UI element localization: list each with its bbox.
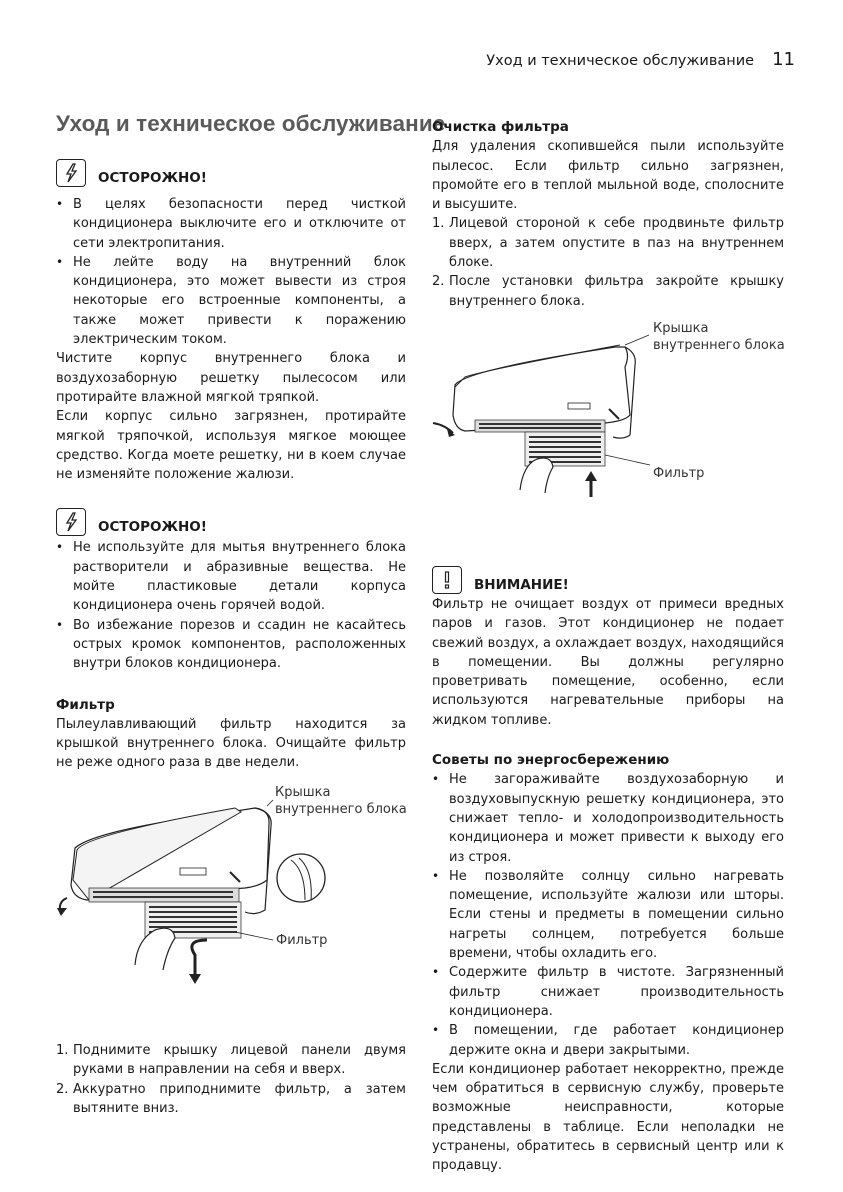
step-number: 2. <box>56 1081 69 1097</box>
list-item: • Не загораживайте воздухозаборную и воздуховыпускную решетку кондиционера, это снижает тепло- и холодопроизводительность кондиционера и может привести к выходу его из строя. <box>432 770 784 866</box>
step-item <box>56 1080 406 1119</box>
attention-paragraph: Фильтр не очищает воздух от примеси вредных паров и газов. Этот кондиционер не подает свежий воздух, а охлаждает воздух, находящийся в помещении. Вы должны регулярно проветривать помещение, особенно, если используются нагревательные приборы на жидком топливе. <box>432 597 784 728</box>
care-paragraph-1: Чистите корпус внутреннего блока и воздухозаборную решетку пылесосом или протирайте влажной мягкой тряпкой. <box>56 351 406 405</box>
filter-cleaning-heading: Очистка фильтра <box>432 119 569 135</box>
page-number: 11 <box>772 49 795 70</box>
filter-paragraph: Пылеулавливающий фильтр находится за крышкой внутреннего блока. Очищайте фильтр не реже одного раза в две недели. <box>56 716 406 771</box>
warning-header-2 <box>56 504 406 536</box>
attention-label: ВНИМАНИЕ! <box>474 577 569 593</box>
cover-label-line-2: внутреннего блока <box>653 338 785 353</box>
step-number: 1. <box>56 1043 69 1058</box>
step-number: 2. <box>432 274 445 290</box>
filter-install-illustration <box>425 325 655 500</box>
filter-label: Фильтр <box>276 933 328 948</box>
filter-removal-illustration <box>55 790 405 990</box>
running-title: Уход и техническое обслуживание <box>486 53 755 69</box>
filter-cleaning-paragraph: Для удаления скопившейся пыли используйте пылесос. Если фильтр сильно загрязнен, промойте его в теплой мыльной воде, сполосните и высушите. <box>432 139 784 213</box>
warning-list-2 <box>56 538 406 673</box>
step-text: Аккуратно приподнимите фильтр, а затем вытяните вниз. <box>73 1081 406 1116</box>
step-item <box>432 214 784 272</box>
cover-label-line-1: Крышка <box>653 321 709 336</box>
warning-label: ОСТОРОЖНО! <box>98 519 207 536</box>
list-item: • В целях безопасности перед чисткой кондиционера выключите его и отключите от сети электропитания. <box>56 195 406 253</box>
list-item: • Не используйте для мытья внутреннего блока растворители и абразивные вещества. Не мойте пластиковые детали корпуса кондиционера очень горячей водой. <box>56 538 406 615</box>
warning-header-1 <box>56 155 406 187</box>
left-column <box>56 155 406 773</box>
energy-tips-heading: Советы по энергосбережению <box>432 752 670 769</box>
list-item: • Во избежание порезов и ссадин не касайтесь острых кромок компонентов, расположенных внутри блоков кондиционера. <box>56 616 406 674</box>
exclamation-icon <box>432 566 462 594</box>
warning-icon <box>56 508 86 536</box>
right-column <box>432 118 784 311</box>
section-title: Уход и техническое обслуживание <box>56 111 446 136</box>
step-text: Лицевой стороной к себе продвиньте фильтр вверх, а затем опустите в паз на внутреннем блоке. <box>449 216 784 271</box>
step-item <box>432 272 784 311</box>
list-item: • Не позволяйте солнцу сильно нагревать помещение, используйте жалюзи или шторы. Если стены и предметы в помещении сильно нагреты солнцем, потребуется больше времени, чтобы охладить его. <box>432 867 784 963</box>
page-header <box>486 49 795 77</box>
step-text: После установки фильтра закройте крышку внутреннего блока. <box>449 274 784 309</box>
cover-label-line-2: внутреннего блока <box>275 802 407 817</box>
cover-label-line-1: Крышка <box>275 785 331 800</box>
filter-heading: Фильтр <box>56 696 115 713</box>
list-item: • Не лейте воду на внутренний блок кондиционера, это может вывести из строя некоторые его встроенные компоненты, а также может привести к поражению электрическим током. <box>56 253 406 349</box>
list-item: • Содержите фильтр в чистоте. Загрязненный фильтр снижает производительность кондиционера. <box>432 963 784 1021</box>
attention-header <box>432 562 784 594</box>
warning-label: ОСТОРОЖНО! <box>98 170 207 186</box>
care-paragraph-2: Если корпус сильно загрязнен, протирайте мягкой тряпочкой, используя мягкое моющее средство. Когда моете решетку, ни в коем случае не изменяйте положение жалюзи. <box>56 409 406 483</box>
filter-label: Фильтр <box>653 466 705 481</box>
warning-list-1 <box>56 195 406 349</box>
step-number: 1. <box>432 216 445 232</box>
step-item <box>56 1041 406 1080</box>
energy-tips-list <box>432 770 784 1059</box>
closing-paragraph: Если кондиционер работает некорректно, прежде чем обратиться в сервисную службу, проверьте возможные неисправности, которые представлены в таблице. Если неполадки не устранены, обратитесь в сервисный центр или к продавцу. <box>432 1061 784 1174</box>
attention-block <box>432 562 784 1176</box>
warning-icon <box>56 159 86 187</box>
step-text: Поднимите крышку лицевой панели двумя руками в направлении на себя и вверх. <box>73 1043 406 1078</box>
list-item: • В помещении, где работает кондиционер держите окна и двери закрытыми. <box>432 1021 784 1060</box>
install-steps <box>432 214 784 310</box>
removal-steps <box>56 1041 406 1118</box>
